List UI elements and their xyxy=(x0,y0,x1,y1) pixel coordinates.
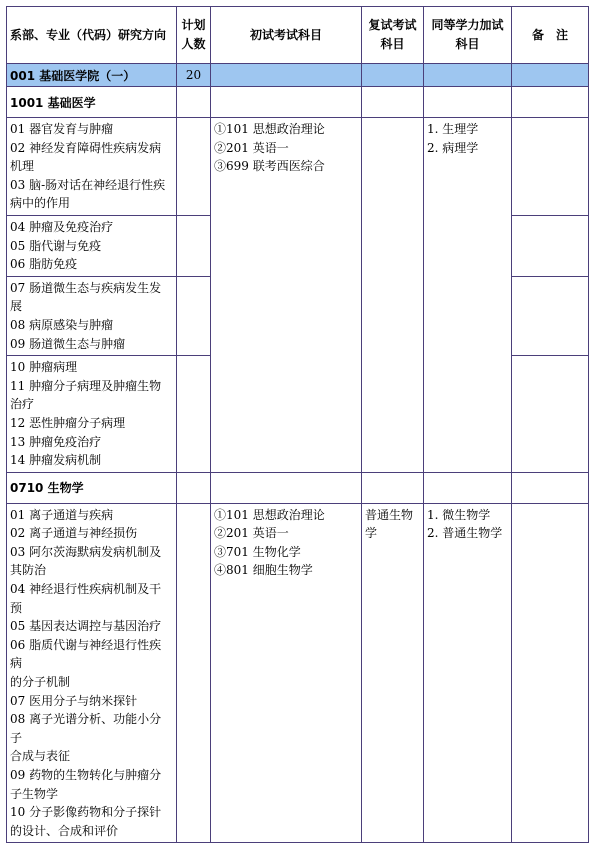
direction-cell: 10 肿瘤病理 11 肿瘤分子病理及肿瘤生物 治疗 12 恶性肿瘤分子病理 13 肿瘤免疫治疗 14 肿瘤发病机制 xyxy=(7,356,177,473)
header-direction: 系部、专业（代码）研究方向 xyxy=(7,7,177,64)
remarks-cell xyxy=(512,276,589,355)
header-remarks: 备 注 xyxy=(512,7,589,64)
remarks-cell xyxy=(512,118,589,216)
subject-row-0710 xyxy=(7,472,589,503)
header-exam: 初试考试科目 xyxy=(211,7,362,64)
exam-subjects-cell: ①101 思想政治理论 ②201 英语一 ③699 联考西医综合 xyxy=(211,118,362,473)
exam-subjects-cell: ①101 思想政治理论 ②201 英语一 ③701 生物化学 ④801 细胞生物学 xyxy=(211,503,362,843)
header-retest: 复试考试 科目 xyxy=(362,7,424,64)
retest-cell xyxy=(362,118,424,473)
subject-row-1001 xyxy=(7,87,589,118)
admissions-table xyxy=(6,6,589,843)
header-extra: 同等学力加试 科目 xyxy=(424,7,512,64)
extra-subjects-cell: 1. 微生物学 2. 普通生物学 xyxy=(424,503,512,843)
remarks-cell xyxy=(512,503,589,843)
retest-cell: 普通生物 学 xyxy=(362,503,424,843)
direction-group-5 xyxy=(7,503,589,843)
college-plan: 20 xyxy=(177,64,211,87)
college-row xyxy=(7,64,589,87)
direction-cell: 07 肠道微生态与疾病发生发 展 08 病原感染与肿瘤 09 肠道微生态与肿瘤 xyxy=(7,276,177,355)
direction-cell: 04 肿瘤及免疫治疗 05 脂代谢与免疫 06 脂肪免疫 xyxy=(7,215,177,276)
remarks-cell xyxy=(512,356,589,473)
header-plan: 计划 人数 xyxy=(177,7,211,64)
subject-name: 1001 基础医学 xyxy=(7,87,177,118)
college-name: 001 基础医学院（一） xyxy=(7,64,177,87)
header-row xyxy=(7,7,589,64)
direction-cell: 01 离子通道与疾病 02 离子通道与神经损伤 03 阿尔茨海默病发病机制及 其防治 04 神经退行性疾病机制及干 预 05 基因表达调控与基因治疗 06 脂质代谢与神经退行性疾病 的分子机制 07 医用分子与纳米探针 08 离子光谱分析、功能小分子 合成与表征 09 药物的生物转化与肿瘤分 子生物学 10 分子影像药物和分子探针 的设计、合成和评价 xyxy=(7,503,177,843)
direction-cell: 01 器官发育与肿瘤 02 神经发育障碍性疾病发病 机理 03 脑-肠对话在神经退行性疾 病中的作用 xyxy=(7,118,177,216)
direction-group-1 xyxy=(7,118,589,216)
remarks-cell xyxy=(512,215,589,276)
extra-subjects-cell: 1. 生理学 2. 病理学 xyxy=(424,118,512,473)
subject-name: 0710 生物学 xyxy=(7,472,177,503)
